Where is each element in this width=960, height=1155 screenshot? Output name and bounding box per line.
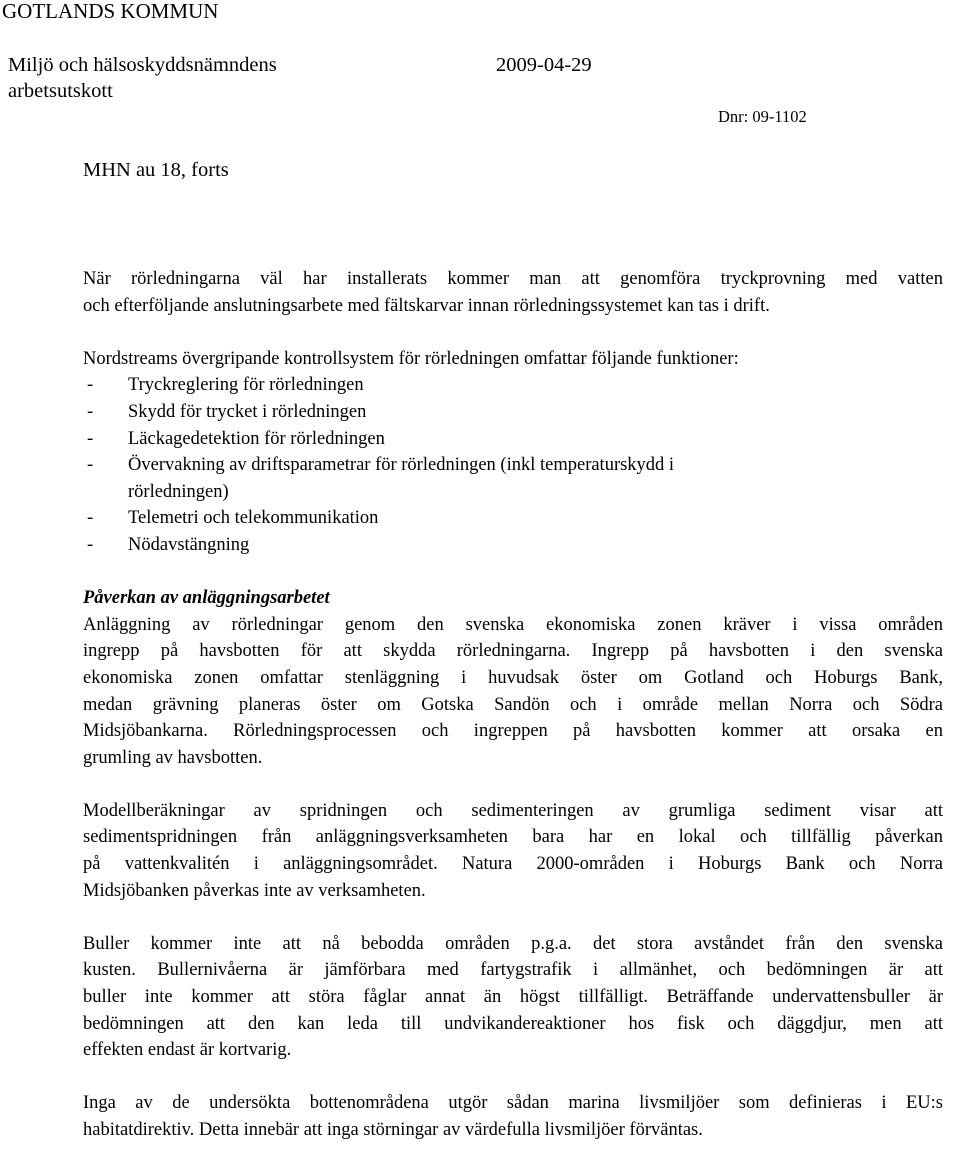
- paragraph-modelling: [83, 798, 943, 904]
- list-item: - Telemetri och telekommunikation: [87, 508, 379, 529]
- text-line: sedimentspridningen från anläggningsverksamheten bara har en lokal och tillfällig påverkan: [83, 827, 943, 848]
- function-list: [83, 372, 943, 558]
- text-line: och efterföljande anslutningsarbete med fältskarvar innan rörledningssystemet kan tas i drift.: [83, 295, 770, 316]
- list-item: - Tryckreglering för rörledningen: [87, 375, 364, 396]
- text-line: på vattenkvalitén i anläggningsområdet. Natura 2000-områden i Hoburgs Bank och Norra: [83, 854, 943, 875]
- paragraph-noise: [83, 931, 943, 1064]
- meeting-date: 2009-04-29: [496, 54, 592, 76]
- text-line: Nordstreams övergripande kontrollsystem för rörledningen omfattar följande funktioner:: [83, 348, 739, 369]
- section-reference: MHN au 18, forts: [83, 159, 229, 181]
- text-line: bedömningen att den kan leda till undvikandereaktioner hos fisk och däggdjur, men att: [83, 1013, 943, 1034]
- text-line: kusten. Bullernivåerna är jämförbara med fartygstrafik i allmänhet, och bedömningen är att: [83, 960, 943, 981]
- text-line: effekten endast är kortvarig.: [83, 1040, 292, 1061]
- document-body: [83, 266, 943, 1144]
- diary-number: Dnr: 09-1102: [718, 107, 807, 126]
- text-line: Modellberäkningar av spridningen och sedimenteringen av grumliga sediment visar att: [83, 800, 943, 821]
- text-line: grumling av havsbotten.: [83, 747, 263, 768]
- text-line: Midsjöbankarna. Rörledningsprocessen och ingreppen på havsbotten kommer att orsaka en: [83, 721, 943, 742]
- text-line: ekonomiska zonen omfattar stenläggning i huvudsak öster om Gotland och Hoburgs Bank,: [83, 667, 943, 688]
- paragraph-habitats: [83, 1090, 943, 1143]
- text-line: buller inte kommer att störa fåglar annat än högst tillfälligt. Beträffande undervattensbuller är: [83, 987, 943, 1008]
- organization-name: GOTLANDS KOMMUN: [2, 0, 219, 23]
- text-line: När rörledningarna väl har installerats kommer man att genomföra tryckprovning med vatten: [83, 269, 943, 289]
- committee-line-1: Miljö och hälsoskyddsnämndens: [8, 54, 277, 76]
- list-item: - Nödavstängning: [87, 534, 250, 555]
- list-item-continuation: rörledningen): [128, 481, 229, 502]
- section-heading: Påverkan av anläggningsarbetet: [83, 588, 330, 609]
- paragraph-construction-impact: [83, 585, 943, 771]
- list-item: - Övervakning av driftsparametrar för rörledningen (inkl temperaturskydd i: [87, 455, 675, 476]
- text-line: Anläggning av rörledningar genom den svenska ekonomiska zonen kräver i vissa områden: [83, 614, 943, 635]
- text-line: ingrepp på havsbotten för att skydda rörledningarna. Ingrepp på havsbotten i den svenska: [83, 641, 943, 662]
- list-item: - Skydd för trycket i rörledningen: [87, 401, 367, 422]
- paragraph-control-system: [83, 346, 943, 559]
- committee-line-2: arbetsutskott: [8, 80, 113, 102]
- text-line: medan grävning planeras öster om Gotska Sandön och i område mellan Norra och Södra: [83, 694, 943, 715]
- text-line: habitatdirektiv. Detta innebär att inga störningar av värdefulla livsmiljöer förväntas.: [83, 1120, 703, 1140]
- text-line: Midsjöbanken påverkas inte av verksamheten.: [83, 880, 426, 901]
- paragraph-installation: [83, 266, 943, 319]
- committee-name: [8, 52, 277, 104]
- text-line: Inga av de undersökta bottenområdena utgör sådan marina livsmiljöer som definieras i EU:s: [83, 1093, 943, 1114]
- text-line: Buller kommer inte att nå bebodda områden p.g.a. det stora avståndet från den svenska: [83, 933, 943, 954]
- list-item: - Läckagedetektion för rörledningen: [87, 428, 385, 449]
